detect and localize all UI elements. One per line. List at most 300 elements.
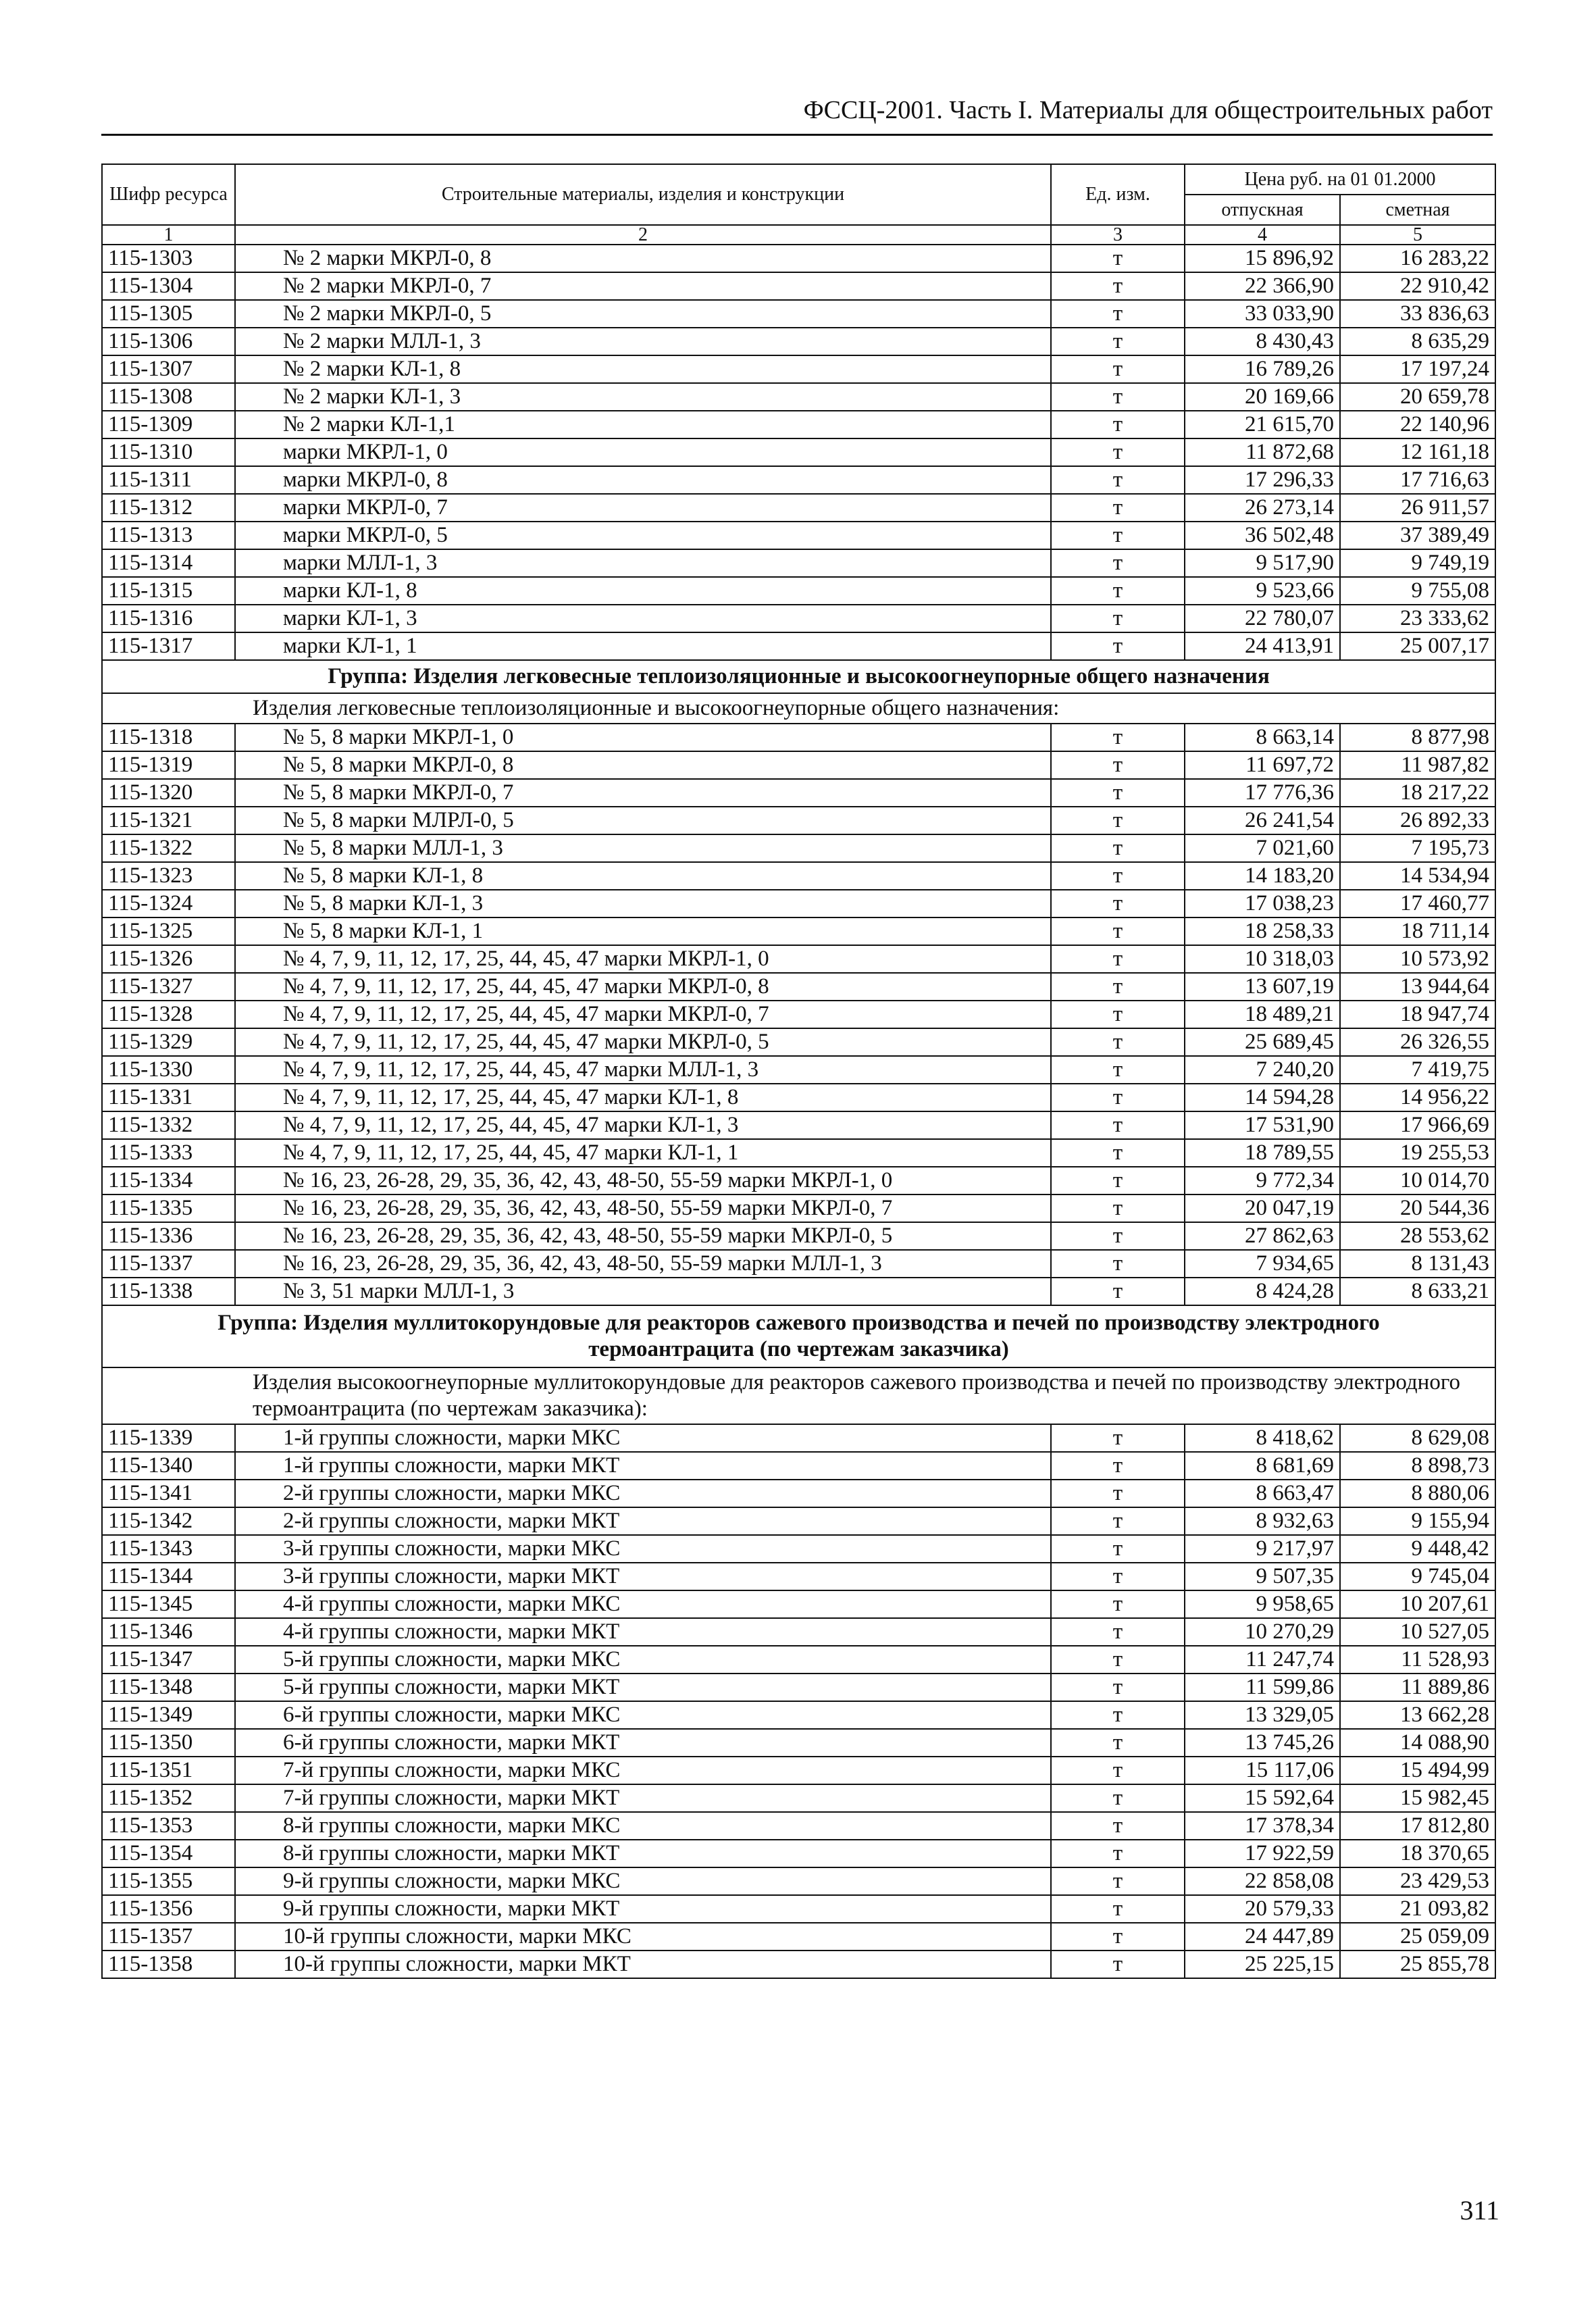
unit-cell: т (1051, 494, 1185, 522)
resource-code: 115-1349 (102, 1701, 235, 1729)
unit-cell: т (1051, 1674, 1185, 1701)
release-price: 10 270,29 (1185, 1618, 1340, 1646)
material-name: 10-й группы сложности, марки МКС (235, 1923, 1051, 1951)
estimate-price: 10 014,70 (1340, 1167, 1495, 1194)
material-name: № 4, 7, 9, 11, 12, 17, 25, 44, 45, 47 марки МКРЛ-0, 7 (235, 1001, 1051, 1028)
release-price: 10 318,03 (1185, 945, 1340, 973)
estimate-price: 14 088,90 (1340, 1729, 1495, 1757)
unit-cell: т (1051, 724, 1185, 751)
material-name: № 5, 8 марки КЛ-1, 3 (235, 890, 1051, 917)
estimate-price: 13 662,28 (1340, 1701, 1495, 1729)
resource-code: 115-1307 (102, 355, 235, 383)
release-price: 25 225,15 (1185, 1951, 1340, 1978)
estimate-price: 18 370,65 (1340, 1840, 1495, 1867)
resource-code: 115-1337 (102, 1250, 235, 1278)
estimate-price: 9 155,94 (1340, 1507, 1495, 1535)
resource-code: 115-1304 (102, 272, 235, 300)
release-price: 9 217,97 (1185, 1535, 1340, 1563)
resource-code: 115-1343 (102, 1535, 235, 1563)
estimate-price: 8 131,43 (1340, 1250, 1495, 1278)
resource-code: 115-1347 (102, 1646, 235, 1674)
material-name: 3-й группы сложности, марки МКС (235, 1535, 1051, 1563)
unit-cell: т (1051, 1867, 1185, 1895)
table-row (102, 632, 1495, 660)
release-price: 20 579,33 (1185, 1895, 1340, 1923)
release-price: 15 592,64 (1185, 1784, 1340, 1812)
material-name: 2-й группы сложности, марки МКС (235, 1480, 1051, 1507)
estimate-price: 9 755,08 (1340, 577, 1495, 605)
table-row (102, 411, 1495, 438)
header-price: Цена руб. на 01 01.2000 (1185, 164, 1495, 195)
group-subtitle: Изделия легковесные теплоизоляционные и высокоогнеупорные общего назначения: (102, 693, 1495, 724)
resource-code: 115-1317 (102, 632, 235, 660)
release-price: 9 958,65 (1185, 1590, 1340, 1618)
unit-cell: т (1051, 751, 1185, 779)
estimate-price: 25 007,17 (1340, 632, 1495, 660)
material-name: 4-й группы сложности, марки МКТ (235, 1618, 1051, 1646)
release-price: 15 896,92 (1185, 245, 1340, 272)
resource-code: 115-1334 (102, 1167, 235, 1194)
estimate-price: 21 093,82 (1340, 1895, 1495, 1923)
table-row (102, 1028, 1495, 1056)
estimate-price: 18 947,74 (1340, 1001, 1495, 1028)
unit-cell: т (1051, 1111, 1185, 1139)
resource-code: 115-1325 (102, 917, 235, 945)
table-row (102, 1452, 1495, 1480)
material-name: 10-й группы сложности, марки МКТ (235, 1951, 1051, 1978)
resource-code: 115-1339 (102, 1424, 235, 1452)
unit-cell: т (1051, 1056, 1185, 1084)
estimate-price: 26 326,55 (1340, 1028, 1495, 1056)
release-price: 18 489,21 (1185, 1001, 1340, 1028)
release-price: 8 681,69 (1185, 1452, 1340, 1480)
resource-code: 115-1352 (102, 1784, 235, 1812)
material-name: марки МКРЛ-0, 7 (235, 494, 1051, 522)
table-row (102, 1674, 1495, 1701)
table-row (102, 945, 1495, 973)
unit-cell: т (1051, 1757, 1185, 1784)
unit-cell: т (1051, 328, 1185, 355)
resource-code: 115-1331 (102, 1084, 235, 1111)
material-name: № 2 марки КЛ-1, 8 (235, 355, 1051, 383)
unit-cell: т (1051, 1084, 1185, 1111)
release-price: 7 021,60 (1185, 834, 1340, 862)
material-name: № 2 марки КЛ-1,1 (235, 411, 1051, 438)
resource-code: 115-1309 (102, 411, 235, 438)
material-name: № 5, 8 марки КЛ-1, 8 (235, 862, 1051, 890)
unit-cell: т (1051, 1784, 1185, 1812)
header-release: отпускная (1185, 195, 1340, 225)
material-name: № 5, 8 марки МКРЛ-0, 7 (235, 779, 1051, 807)
material-name: № 16, 23, 26-28, 29, 35, 36, 42, 43, 48-50, 55-59 марки МКРЛ-1, 0 (235, 1167, 1051, 1194)
material-name: № 5, 8 марки МКРЛ-0, 8 (235, 751, 1051, 779)
estimate-price: 23 429,53 (1340, 1867, 1495, 1895)
release-price: 8 430,43 (1185, 328, 1340, 355)
estimate-price: 23 333,62 (1340, 605, 1495, 632)
release-price: 18 789,55 (1185, 1139, 1340, 1167)
table-row (102, 1729, 1495, 1757)
table-row (102, 494, 1495, 522)
table-row (102, 605, 1495, 632)
unit-cell: т (1051, 577, 1185, 605)
table-row (102, 1590, 1495, 1618)
estimate-price: 20 544,36 (1340, 1194, 1495, 1222)
unit-cell: т (1051, 1951, 1185, 1978)
page-number: 311 (1460, 2195, 1499, 2225)
material-name: № 4, 7, 9, 11, 12, 17, 25, 44, 45, 47 марки МКРЛ-1, 0 (235, 945, 1051, 973)
table-row (102, 577, 1495, 605)
release-price: 9 517,90 (1185, 549, 1340, 577)
material-name: марки КЛ-1, 3 (235, 605, 1051, 632)
header-code: Шифр ресурса (102, 164, 235, 225)
material-name: марки КЛ-1, 8 (235, 577, 1051, 605)
release-price: 7 934,65 (1185, 1250, 1340, 1278)
material-name: № 2 марки МЛЛ-1, 3 (235, 328, 1051, 355)
table-row (102, 1507, 1495, 1535)
table-row (102, 1701, 1495, 1729)
material-name: № 4, 7, 9, 11, 12, 17, 25, 44, 45, 47 марки КЛ-1, 3 (235, 1111, 1051, 1139)
release-price: 8 663,14 (1185, 724, 1340, 751)
estimate-price: 7 419,75 (1340, 1056, 1495, 1084)
resource-code: 115-1323 (102, 862, 235, 890)
table-row (102, 973, 1495, 1001)
resource-code: 115-1345 (102, 1590, 235, 1618)
estimate-price: 11 987,82 (1340, 751, 1495, 779)
table-row (102, 1646, 1495, 1674)
release-price: 9 772,34 (1185, 1167, 1340, 1194)
estimate-price: 14 956,22 (1340, 1084, 1495, 1111)
table-row (102, 1056, 1495, 1084)
table-row (102, 807, 1495, 834)
unit-cell: т (1051, 1222, 1185, 1250)
resource-code: 115-1313 (102, 522, 235, 549)
unit-cell: т (1051, 522, 1185, 549)
unit-cell: т (1051, 1895, 1185, 1923)
table-row (102, 272, 1495, 300)
table-row (102, 300, 1495, 328)
material-name: марки МКРЛ-1, 0 (235, 438, 1051, 466)
resource-code: 115-1329 (102, 1028, 235, 1056)
unit-cell: т (1051, 466, 1185, 494)
price-table (101, 164, 1496, 1979)
resource-code: 115-1314 (102, 549, 235, 577)
estimate-price: 20 659,78 (1340, 383, 1495, 411)
header-row-1 (102, 164, 1495, 195)
resource-code: 115-1315 (102, 577, 235, 605)
unit-cell: т (1051, 1028, 1185, 1056)
unit-cell: т (1051, 973, 1185, 1001)
material-name: марки МКРЛ-0, 8 (235, 466, 1051, 494)
resource-code: 115-1308 (102, 383, 235, 411)
estimate-price: 15 494,99 (1340, 1757, 1495, 1784)
resource-code: 115-1355 (102, 1867, 235, 1895)
table-row (102, 1167, 1495, 1194)
resource-code: 115-1356 (102, 1895, 235, 1923)
estimate-price: 17 460,77 (1340, 890, 1495, 917)
table-row (102, 724, 1495, 751)
resource-code: 115-1336 (102, 1222, 235, 1250)
estimate-price: 28 553,62 (1340, 1222, 1495, 1250)
unit-cell: т (1051, 834, 1185, 862)
table-row (102, 862, 1495, 890)
material-name: 2-й группы сложности, марки МКТ (235, 1507, 1051, 1535)
resource-code: 115-1330 (102, 1056, 235, 1084)
table-row (102, 1757, 1495, 1784)
unit-cell: т (1051, 1563, 1185, 1590)
table-row (102, 1001, 1495, 1028)
table-row (102, 245, 1495, 272)
estimate-price: 17 812,80 (1340, 1812, 1495, 1840)
material-name: № 5, 8 марки КЛ-1, 1 (235, 917, 1051, 945)
group-subtitle-row (102, 693, 1495, 724)
table-row (102, 779, 1495, 807)
material-name: № 5, 8 марки МЛРЛ-0, 5 (235, 807, 1051, 834)
estimate-price: 18 217,22 (1340, 779, 1495, 807)
estimate-price: 37 389,49 (1340, 522, 1495, 549)
table-row (102, 1084, 1495, 1111)
header-name: Строительные материалы, изделия и конструкции (235, 164, 1051, 225)
estimate-price: 17 966,69 (1340, 1111, 1495, 1139)
unit-cell: т (1051, 945, 1185, 973)
unit-cell: т (1051, 1923, 1185, 1951)
release-price: 25 689,45 (1185, 1028, 1340, 1056)
estimate-price: 8 880,06 (1340, 1480, 1495, 1507)
column-number: 1 (102, 225, 235, 245)
estimate-price: 15 982,45 (1340, 1784, 1495, 1812)
material-name: № 4, 7, 9, 11, 12, 17, 25, 44, 45, 47 марки КЛ-1, 1 (235, 1139, 1051, 1167)
material-name: № 4, 7, 9, 11, 12, 17, 25, 44, 45, 47 марки МКРЛ-0, 5 (235, 1028, 1051, 1056)
estimate-price: 13 944,64 (1340, 973, 1495, 1001)
table-row (102, 1424, 1495, 1452)
resource-code: 115-1346 (102, 1618, 235, 1646)
table-row (102, 1784, 1495, 1812)
table-row (102, 1222, 1495, 1250)
resource-code: 115-1310 (102, 438, 235, 466)
table-row (102, 917, 1495, 945)
release-price: 21 615,70 (1185, 411, 1340, 438)
unit-cell: т (1051, 1535, 1185, 1563)
group-subtitle-row (102, 1367, 1495, 1424)
unit-cell: т (1051, 355, 1185, 383)
material-name: 8-й группы сложности, марки МКТ (235, 1840, 1051, 1867)
group-title-row (102, 1305, 1495, 1367)
table-row (102, 383, 1495, 411)
release-price: 22 780,07 (1185, 605, 1340, 632)
release-price: 26 273,14 (1185, 494, 1340, 522)
release-price: 17 776,36 (1185, 779, 1340, 807)
release-price: 27 862,63 (1185, 1222, 1340, 1250)
table-row (102, 1923, 1495, 1951)
group-title: Группа: Изделия легковесные теплоизоляционные и высокоогнеупорные общего назначения (102, 660, 1495, 693)
release-price: 9 523,66 (1185, 577, 1340, 605)
material-name: марки МКРЛ-0, 5 (235, 522, 1051, 549)
unit-cell: т (1051, 1278, 1185, 1305)
table-row (102, 1194, 1495, 1222)
estimate-price: 7 195,73 (1340, 834, 1495, 862)
release-price: 11 872,68 (1185, 438, 1340, 466)
material-name: № 4, 7, 9, 11, 12, 17, 25, 44, 45, 47 марки МЛЛ-1, 3 (235, 1056, 1051, 1084)
release-price: 26 241,54 (1185, 807, 1340, 834)
resource-code: 115-1354 (102, 1840, 235, 1867)
release-price: 8 663,47 (1185, 1480, 1340, 1507)
table-row (102, 834, 1495, 862)
estimate-price: 33 836,63 (1340, 300, 1495, 328)
estimate-price: 10 573,92 (1340, 945, 1495, 973)
resource-code: 115-1351 (102, 1757, 235, 1784)
unit-cell: т (1051, 383, 1185, 411)
column-number-row (102, 225, 1495, 245)
resource-code: 115-1338 (102, 1278, 235, 1305)
price-table-body (102, 164, 1495, 1978)
estimate-price: 10 527,05 (1340, 1618, 1495, 1646)
release-price: 24 413,91 (1185, 632, 1340, 660)
table-row (102, 355, 1495, 383)
unit-cell: т (1051, 1194, 1185, 1222)
resource-code: 115-1353 (102, 1812, 235, 1840)
table-row (102, 522, 1495, 549)
resource-code: 115-1328 (102, 1001, 235, 1028)
release-price: 8 418,62 (1185, 1424, 1340, 1452)
table-row (102, 1812, 1495, 1840)
release-price: 24 447,89 (1185, 1923, 1340, 1951)
release-price: 20 169,66 (1185, 383, 1340, 411)
release-price: 22 366,90 (1185, 272, 1340, 300)
unit-cell: т (1051, 1507, 1185, 1535)
unit-cell: т (1051, 1250, 1185, 1278)
running-header: ФССЦ-2001. Часть I. Материалы для общестроительных работ (101, 92, 1493, 136)
unit-cell: т (1051, 1729, 1185, 1757)
table-row (102, 1563, 1495, 1590)
unit-cell: т (1051, 411, 1185, 438)
material-name: № 5, 8 марки МЛЛ-1, 3 (235, 834, 1051, 862)
material-name: 5-й группы сложности, марки МКТ (235, 1674, 1051, 1701)
resource-code: 115-1306 (102, 328, 235, 355)
resource-code: 115-1358 (102, 1951, 235, 1978)
estimate-price: 9 745,04 (1340, 1563, 1495, 1590)
release-price: 16 789,26 (1185, 355, 1340, 383)
release-price: 7 240,20 (1185, 1056, 1340, 1084)
unit-cell: т (1051, 1590, 1185, 1618)
resource-code: 115-1344 (102, 1563, 235, 1590)
estimate-price: 8 877,98 (1340, 724, 1495, 751)
material-name: № 4, 7, 9, 11, 12, 17, 25, 44, 45, 47 марки КЛ-1, 8 (235, 1084, 1051, 1111)
release-price: 20 047,19 (1185, 1194, 1340, 1222)
material-name: № 2 марки МКРЛ-0, 7 (235, 272, 1051, 300)
table-row (102, 438, 1495, 466)
table-row (102, 1535, 1495, 1563)
table-row (102, 1278, 1495, 1305)
table-row (102, 1951, 1495, 1978)
release-price: 36 502,48 (1185, 522, 1340, 549)
material-name: 1-й группы сложности, марки МКТ (235, 1452, 1051, 1480)
release-price: 14 594,28 (1185, 1084, 1340, 1111)
table-row (102, 466, 1495, 494)
estimate-price: 10 207,61 (1340, 1590, 1495, 1618)
release-price: 13 607,19 (1185, 973, 1340, 1001)
material-name: 6-й группы сложности, марки МКТ (235, 1729, 1051, 1757)
column-number: 2 (235, 225, 1051, 245)
estimate-price: 19 255,53 (1340, 1139, 1495, 1167)
resource-code: 115-1319 (102, 751, 235, 779)
release-price: 8 932,63 (1185, 1507, 1340, 1535)
unit-cell: т (1051, 1618, 1185, 1646)
header-estimate: сметная (1340, 195, 1495, 225)
unit-cell: т (1051, 1001, 1185, 1028)
estimate-price: 11 528,93 (1340, 1646, 1495, 1674)
estimate-price: 14 534,94 (1340, 862, 1495, 890)
material-name: 9-й группы сложности, марки МКС (235, 1867, 1051, 1895)
resource-code: 115-1305 (102, 300, 235, 328)
table-row (102, 890, 1495, 917)
unit-cell: т (1051, 1840, 1185, 1867)
resource-code: 115-1332 (102, 1111, 235, 1139)
resource-code: 115-1321 (102, 807, 235, 834)
resource-code: 115-1326 (102, 945, 235, 973)
group-title-row (102, 660, 1495, 693)
release-price: 17 378,34 (1185, 1812, 1340, 1840)
unit-cell: т (1051, 1139, 1185, 1167)
unit-cell: т (1051, 1701, 1185, 1729)
estimate-price: 8 633,21 (1340, 1278, 1495, 1305)
material-name: № 2 марки МКРЛ-0, 5 (235, 300, 1051, 328)
unit-cell: т (1051, 1167, 1185, 1194)
table-row (102, 549, 1495, 577)
resource-code: 115-1320 (102, 779, 235, 807)
group-subtitle: Изделия высокоогнеупорные муллитокорундовые для реакторов сажевого производства и печей по производству электродного термоантрацита (по чертежам заказчика): (102, 1367, 1495, 1424)
unit-cell: т (1051, 438, 1185, 466)
release-price: 13 329,05 (1185, 1701, 1340, 1729)
unit-cell: т (1051, 632, 1185, 660)
release-price: 14 183,20 (1185, 862, 1340, 890)
material-name: 8-й группы сложности, марки МКС (235, 1812, 1051, 1840)
unit-cell: т (1051, 300, 1185, 328)
unit-cell: т (1051, 1480, 1185, 1507)
unit-cell: т (1051, 245, 1185, 272)
release-price: 11 697,72 (1185, 751, 1340, 779)
table-row (102, 1250, 1495, 1278)
release-price: 15 117,06 (1185, 1757, 1340, 1784)
estimate-price: 16 283,22 (1340, 245, 1495, 272)
release-price: 8 424,28 (1185, 1278, 1340, 1305)
estimate-price: 25 059,09 (1340, 1923, 1495, 1951)
unit-cell: т (1051, 1646, 1185, 1674)
estimate-price: 25 855,78 (1340, 1951, 1495, 1978)
resource-code: 115-1318 (102, 724, 235, 751)
unit-cell: т (1051, 549, 1185, 577)
table-row (102, 328, 1495, 355)
material-name: 3-й группы сложности, марки МКТ (235, 1563, 1051, 1590)
table-row (102, 1480, 1495, 1507)
material-name: 5-й группы сложности, марки МКС (235, 1646, 1051, 1674)
group-title: Группа: Изделия муллитокорундовые для реакторов сажевого производства и печей по производству электродного термоантрацита (по чертежам заказчика) (102, 1305, 1495, 1367)
resource-code: 115-1348 (102, 1674, 235, 1701)
estimate-price: 11 889,86 (1340, 1674, 1495, 1701)
estimate-price: 17 716,63 (1340, 466, 1495, 494)
table-row (102, 1867, 1495, 1895)
unit-cell: т (1051, 890, 1185, 917)
table-row (102, 1895, 1495, 1923)
estimate-price: 8 629,08 (1340, 1424, 1495, 1452)
estimate-price: 9 448,42 (1340, 1535, 1495, 1563)
release-price: 18 258,33 (1185, 917, 1340, 945)
material-name: марки МЛЛ-1, 3 (235, 549, 1051, 577)
estimate-price: 17 197,24 (1340, 355, 1495, 383)
resource-code: 115-1342 (102, 1507, 235, 1535)
estimate-price: 9 749,19 (1340, 549, 1495, 577)
table-row (102, 1840, 1495, 1867)
material-name: 9-й группы сложности, марки МКТ (235, 1895, 1051, 1923)
release-price: 13 745,26 (1185, 1729, 1340, 1757)
